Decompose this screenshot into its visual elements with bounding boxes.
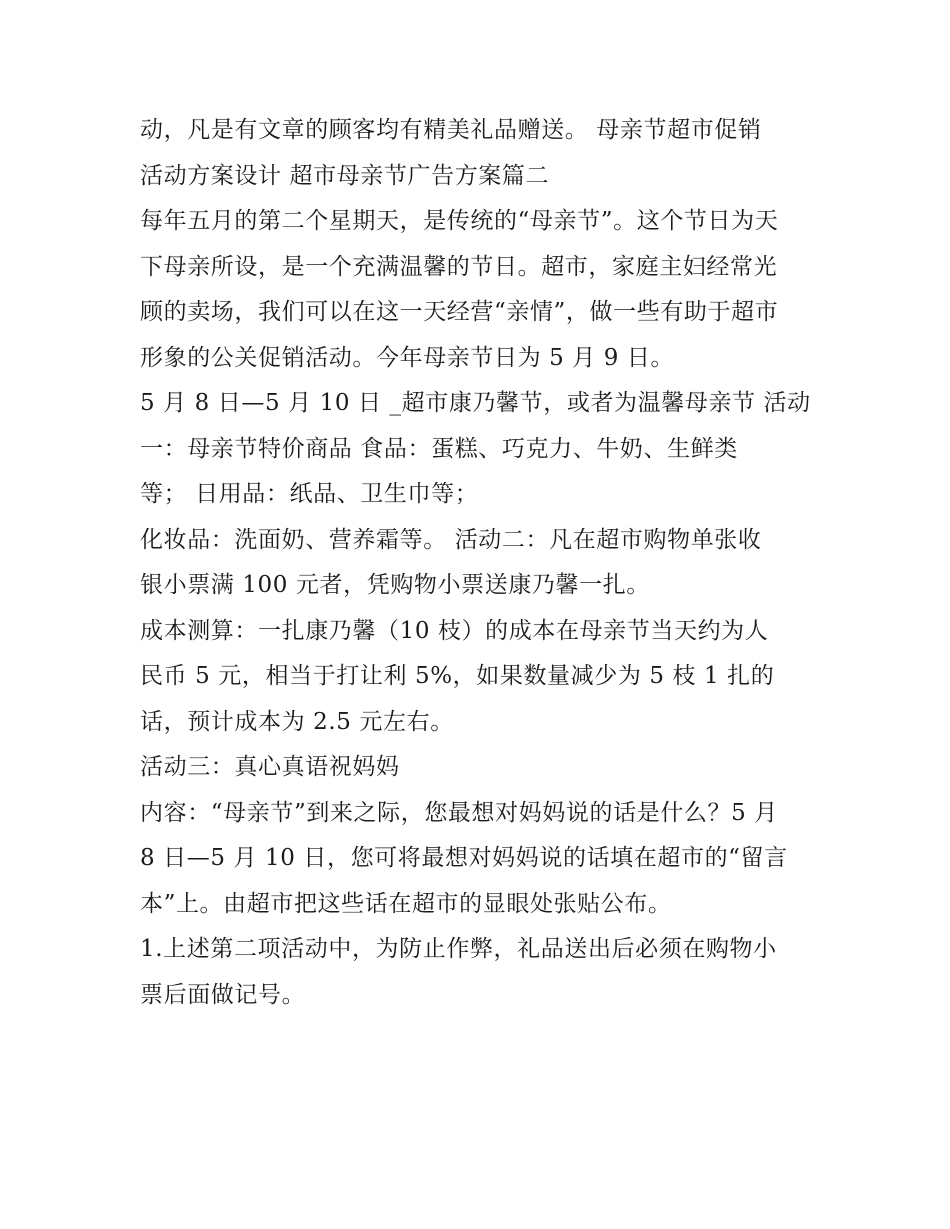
text-line: 8 日—5 月 10 日，您可将最想对妈妈说的话填在超市的“留言	[140, 845, 788, 871]
text-line: 活动方案设计 超市母亲节广告方案篇二	[140, 162, 550, 189]
text-line: 顾的卖场，我们可以在这一天经营“亲情”，做一些有助于超市	[140, 299, 779, 325]
text-line: 话，预计成本为 2.5 元左右。	[140, 708, 454, 735]
text-line: 票后面做记号。	[140, 981, 306, 1008]
text-line: 一：母亲节特价商品 食品：蛋糕、巧克力、牛奶、生鲜类	[140, 435, 738, 462]
text-line: 银小票满 100 元者，凭购物小票送康乃馨一扎。	[140, 572, 650, 598]
text-line: 5 月 8 日—5 月 10 日 _超市康乃馨节，或者为温馨母亲节 活动	[140, 390, 811, 416]
text-line: 动，凡是有文章的顾客均有精美礼品赠送。 母亲节超市促销	[140, 117, 762, 143]
text-line: 等； 日用品：纸品、卫生巾等；	[140, 481, 479, 507]
text-line: 每年五月的第二个星期天，是传统的“母亲节”。这个节日为天	[140, 208, 779, 234]
document-body	[140, 108, 830, 1018]
text-line: 成本测算：一扎康乃馨（10 枝）的成本在母亲节当天约为人	[140, 617, 769, 644]
text-line: 民币 5 元，相当于打让利 5%，如果数量减少为 5 枝 1 扎的	[140, 663, 775, 689]
text-line: 形象的公关促销活动。今年母亲节日为 5 月 9 日。	[140, 344, 675, 371]
text-line: 1.上述第二项活动中，为防止作弊，礼品送出后必须在购物小	[140, 936, 777, 962]
text-line: 本”上。由超市把这些话在超市的显眼处张贴公布。	[140, 890, 672, 917]
text-line: 下母亲所设，是一个充满温馨的节日。超市，家庭主妇经常光	[140, 253, 778, 280]
text-line: 活动三：真心真语祝妈妈	[140, 754, 400, 780]
text-line: 化妆品：洗面奶、营养霜等。 活动二：凡在超市购物单张收	[140, 526, 762, 553]
text-line: 内容：“母亲节”到来之际，您最想对妈妈说的话是什么？5 月	[140, 799, 778, 826]
